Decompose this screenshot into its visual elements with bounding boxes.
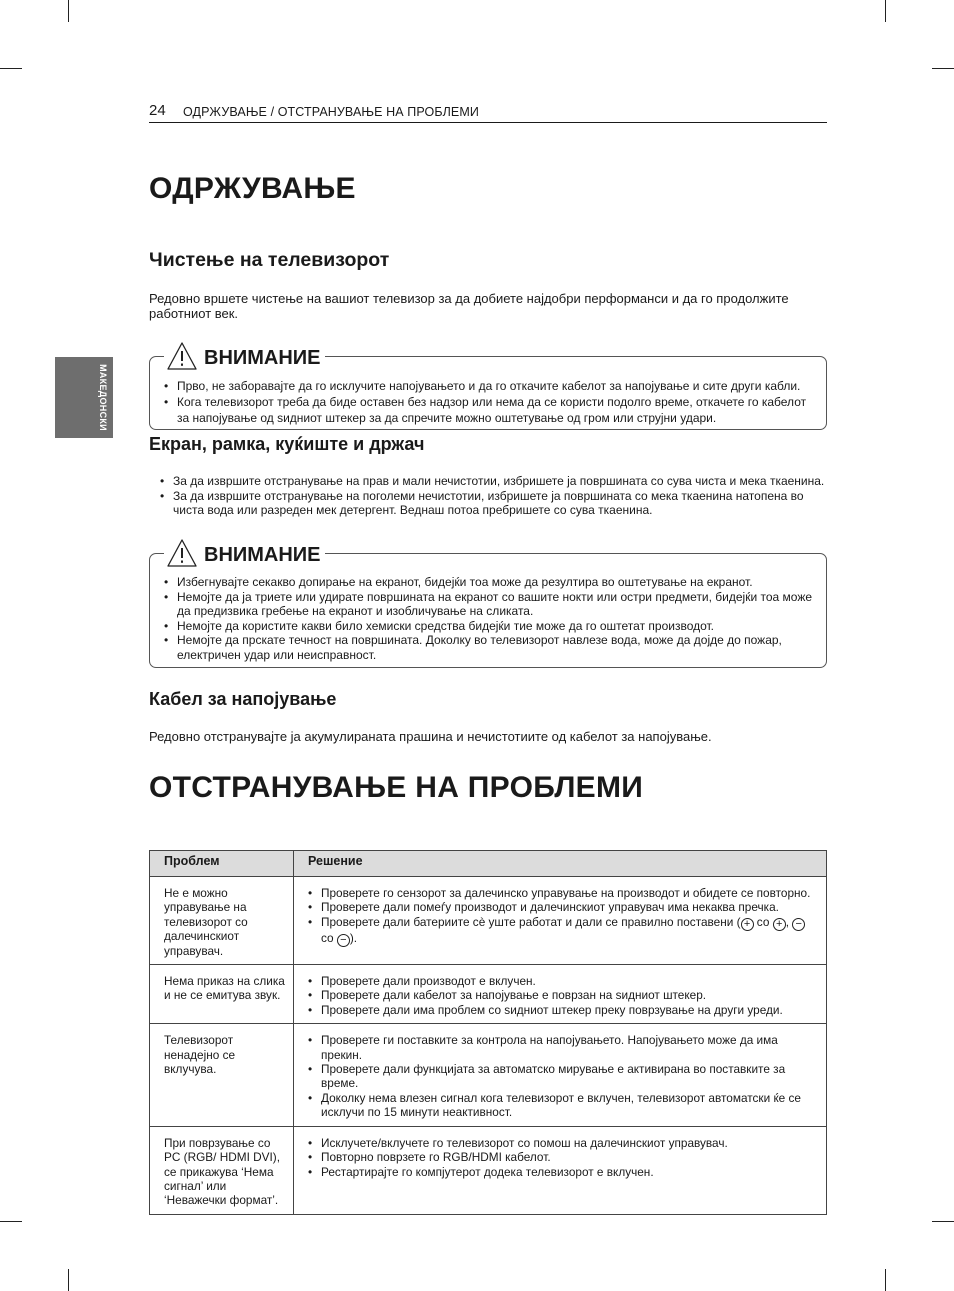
caution-list	[162, 575, 814, 663]
minus-icon: −	[337, 934, 350, 947]
list-item: • Немојте да прскате течност на површината. Доколку во телевизорот навлезе вода, може да дојде до пожар, електричен удар или неисправност.	[162, 633, 814, 662]
list-item: • За да извршите отстранување на поголеми нечистотии, избришете ја површината со мека ткаенина натопена во чиста вода или разреден мек детергент. Веднаш потоа пребришете со сува ткаенина.	[158, 489, 828, 518]
language-tab-label: МАКЕДОНСКИ	[98, 364, 108, 431]
table-header-row	[150, 851, 827, 877]
battery-text: со	[753, 914, 773, 929]
list-item: • Проверете ги поставките за контрола на напојувањето. Напојувањето може да има прекин.	[308, 1033, 818, 1062]
caution-title: ВНИМАНИЕ	[204, 544, 321, 566]
list-item	[308, 915, 818, 947]
heading-power-cable: Кабел за напојување	[149, 689, 337, 709]
language-tab	[55, 357, 113, 438]
table-row	[150, 1024, 827, 1126]
list-item: • Проверете дали има проблем со ѕидниот штекер преку поврзување на други уреди.	[308, 1003, 818, 1017]
problem-cell: Не е можно управување на телевизорот со далечинскиот управувач.	[150, 877, 294, 965]
running-title: ОДРЖУВАЊЕ / ОТСТРАНУВАЊЕ НА ПРОБЛЕМИ	[183, 105, 479, 119]
crop-mark	[0, 68, 22, 69]
solution-list	[308, 886, 818, 947]
list-item: • За да извршите отстранување на прав и мали нечистотии, избришете ја површината со сува чиста и мека ткаенина.	[158, 474, 828, 489]
caution-box	[149, 544, 827, 668]
list-item: • Доколку нема влезен сигнал кога телевизорот е вклучен, телевизорот автоматски ќе се исклучи по 15 минути неактивност.	[308, 1091, 818, 1120]
section-title-troubleshooting: ОТСТРАНУВАЊЕ НА ПРОБЛЕМИ	[149, 771, 644, 804]
plus-icon: +	[741, 918, 754, 931]
solution-cell	[294, 877, 827, 965]
list-item: • Повторно поврзете го RGB/HDMI кабелот.	[308, 1150, 818, 1164]
list-item: • Проверете го сензорот за далечинско управување на производот и обидете се повторно.	[308, 886, 818, 900]
cable-text: Редовно отстранувајте ја акумулираната прашина и нечистотиите од кабелот за напојување.	[149, 729, 712, 744]
crop-mark	[885, 1269, 886, 1291]
caution-list	[162, 379, 814, 426]
list-item: • Исклучете/вклучете го телевизорот со помош на далечинскиот управувач.	[308, 1136, 818, 1150]
page-number: 24	[149, 102, 166, 119]
problem-cell: Телевизорот ненадејно се вклучува.	[150, 1024, 294, 1126]
minus-icon: −	[792, 918, 805, 931]
table-row	[150, 965, 827, 1024]
warning-triangle-icon	[166, 341, 198, 371]
battery-text: со	[321, 930, 337, 945]
caution-header	[164, 335, 325, 371]
list-item: • Рестартирајте го компјутерот додека телевизорот е вклучен.	[308, 1165, 818, 1179]
page-header	[149, 100, 827, 123]
list-item: • Избегнувајте секакво допирање на екранот, бидејќи тоа може да резултира во оштетување на екранот.	[162, 575, 814, 590]
list-item: • Кога телевизорот треба да биде оставен без надзор или нема да се користи подолго време, откачете го кабелот за напојување од ѕидниот штекер за да спречите можно оштетување од гром или струјни удари.	[162, 394, 814, 426]
crop-mark	[68, 1269, 69, 1291]
list-item: • Проверете дали функцијата за автоматско мирување е активирана во поставките за време.	[308, 1062, 818, 1091]
warning-triangle-icon	[166, 538, 198, 568]
cleaning-text: Редовно вршете чистење на вашиот телевизор за да добиете најдобри перформанси и да го продолжите работниот век.	[149, 291, 789, 321]
problem-cell: При поврзување со PC (RGB/ HDMI DVI), се прикажува ‘Нема сигнал’ или ‘Неважечки формат’.	[150, 1126, 294, 1214]
heading-cleaning: Чистење на телевизорот	[149, 249, 390, 271]
section-title-maintenance: ОДРЖУВАЊЕ	[149, 172, 356, 205]
list-item: • Немојте да користите какви било хемиски средства бидејќи тие може да го оштетат производот.	[162, 619, 814, 634]
heading-screen-frame: Екран, рамка, куќиште и држач	[149, 434, 425, 454]
caution-title: ВНИМАНИЕ	[204, 347, 321, 369]
list-item: • Прво, не заборавајте да го исклучите напојувањето и да го откачите кабелот за напојување и сите други кабли.	[162, 379, 814, 394]
crop-mark	[932, 1221, 954, 1222]
crop-mark	[68, 0, 69, 22]
crop-mark	[0, 1221, 22, 1222]
crop-mark	[885, 0, 886, 22]
caution-box	[149, 347, 827, 430]
caution-header	[164, 532, 325, 568]
battery-text: Проверете дали батериите сè уште работат и дали се правилно поставени (	[321, 914, 741, 929]
table-row	[150, 1126, 827, 1214]
solution-list	[308, 1033, 818, 1119]
list-item: • Немојте да ја триете или удирате површината на екранот со вашите нокти или остри предмети, бидејќи тоа може да предизвика гребење на екранот и изобличување на сликата.	[162, 590, 814, 619]
battery-text: ,	[785, 914, 793, 929]
table-row	[150, 877, 827, 965]
solution-list	[308, 974, 818, 1017]
solution-cell	[294, 1024, 827, 1126]
troubleshooting-table	[149, 850, 827, 1215]
battery-text: ).	[349, 930, 358, 945]
solution-list	[308, 1136, 818, 1179]
screen-care-list	[158, 474, 828, 518]
column-header-problem: Проблем	[150, 851, 294, 877]
crop-mark	[932, 68, 954, 69]
list-item: • Проверете дали кабелот за напојување е поврзан на ѕидниот штекер.	[308, 988, 818, 1002]
list-item: • Проверете дали помеѓу производот и далечинскиот управувач има некаква пречка.	[308, 900, 818, 914]
solution-cell	[294, 1126, 827, 1214]
list-item: • Проверете дали производот е вклучен.	[308, 974, 818, 988]
solution-cell	[294, 965, 827, 1024]
column-header-solution: Решение	[294, 851, 827, 877]
plus-icon: +	[773, 918, 786, 931]
problem-cell: Нема приказ на слика и не се емитува звук.	[150, 965, 294, 1024]
